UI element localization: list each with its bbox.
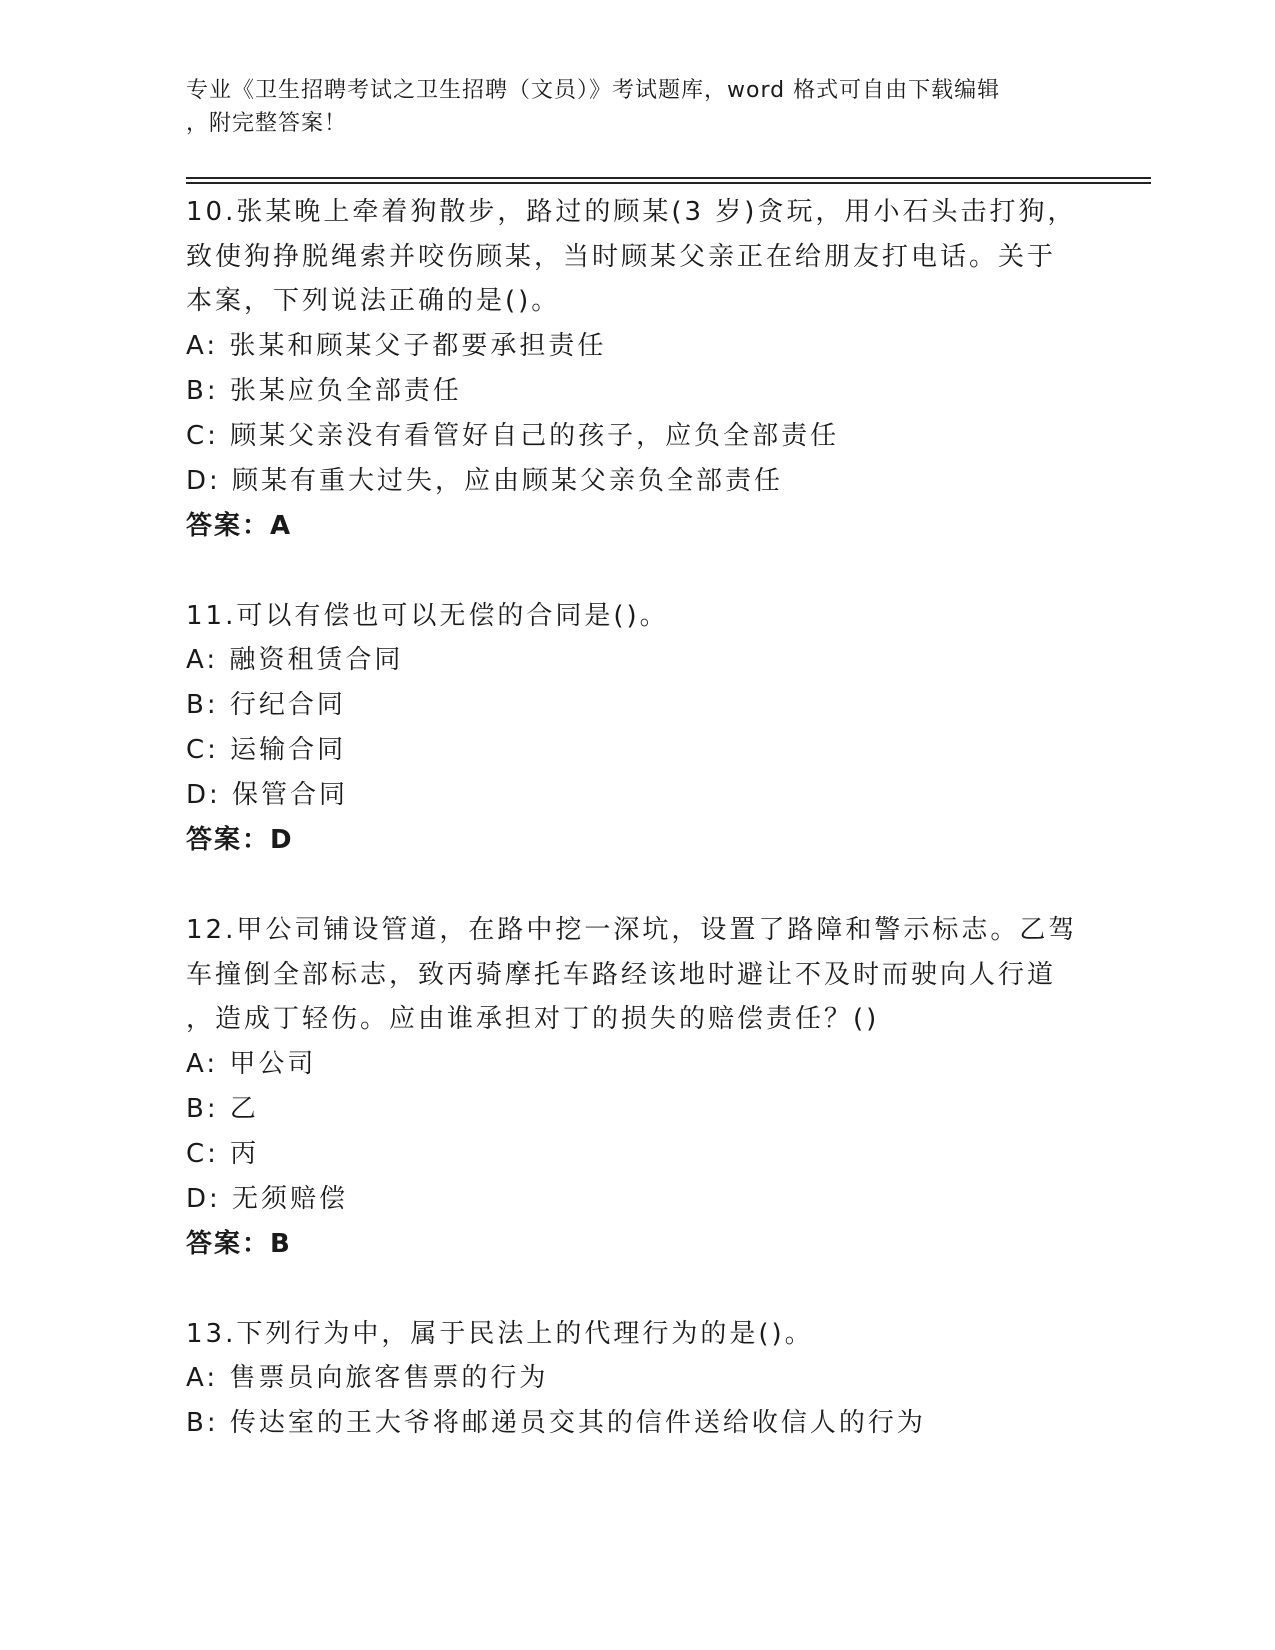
option-a: A: 融资租赁合同 bbox=[186, 645, 404, 675]
question-10 bbox=[186, 190, 1086, 549]
document-header: 专业《卫生招聘考试之卫生招聘（文员）》考试题库，word 格式可自由下载编辑 ，附完整答案！ bbox=[186, 78, 1001, 136]
option-b: B: 乙 bbox=[186, 1093, 259, 1124]
question-stem: 10.张某晚上牵着狗散步，路过的顾某(3 岁)贪玩，用小石头击打狗， 致使狗挣脱绳索并咬伤顾某，当时顾某父亲正在给朋友打电话。关于 本案，下列说法正确的是()。 bbox=[186, 197, 1077, 316]
option-d: D: 顾某有重大过失，应由顾某父亲负全部责任 bbox=[186, 465, 784, 496]
question-stem: 12.甲公司铺设管道，在路中挖一深坑，设置了路障和警示标志。乙驾 车撞倒全部标志，致丙骑摩托车路经该地时避让不及时而驶向人行道 ，造成丁轻伤。应由谁承担对丁的损失的赔偿责任？() bbox=[186, 915, 1078, 1034]
option-b: B: 传达室的王大爷将邮递员交其的信件送给收信人的行为 bbox=[186, 1408, 926, 1438]
option-c: C: 运输合同 bbox=[186, 735, 347, 765]
question-12 bbox=[186, 908, 1086, 1267]
option-a: A: 张某和顾某父子都要承担责任 bbox=[186, 330, 607, 361]
question-stem: 11.可以有偿也可以无偿的合同是()。 bbox=[186, 600, 669, 631]
spacer bbox=[186, 863, 1086, 908]
option-d: D: 保管合同 bbox=[186, 780, 349, 810]
option-b: B: 张某应负全部责任 bbox=[186, 375, 462, 406]
answer-label: 答案：A bbox=[186, 510, 293, 541]
option-d: D: 无须赔偿 bbox=[186, 1183, 349, 1214]
question-stem: 13.下列行为中，属于民法上的代理行为的是()。 bbox=[186, 1318, 814, 1349]
option-a: A: 售票员向旅客售票的行为 bbox=[186, 1363, 549, 1393]
spacer bbox=[186, 1267, 1086, 1312]
option-c: C: 顾某父亲没有看管好自己的孩子，应负全部责任 bbox=[186, 420, 840, 451]
header-divider-top bbox=[186, 177, 1151, 179]
question-list bbox=[186, 190, 1086, 1446]
answer-label: 答案：B bbox=[186, 1228, 292, 1259]
option-a: A: 甲公司 bbox=[186, 1048, 317, 1079]
spacer bbox=[186, 549, 1086, 594]
option-c: C: 丙 bbox=[186, 1138, 260, 1169]
question-13 bbox=[186, 1312, 1086, 1447]
answer-label: 答案：D bbox=[186, 825, 294, 855]
option-b: B: 行纪合同 bbox=[186, 690, 346, 720]
question-11 bbox=[186, 594, 1086, 864]
header-divider-bottom bbox=[186, 182, 1151, 184]
